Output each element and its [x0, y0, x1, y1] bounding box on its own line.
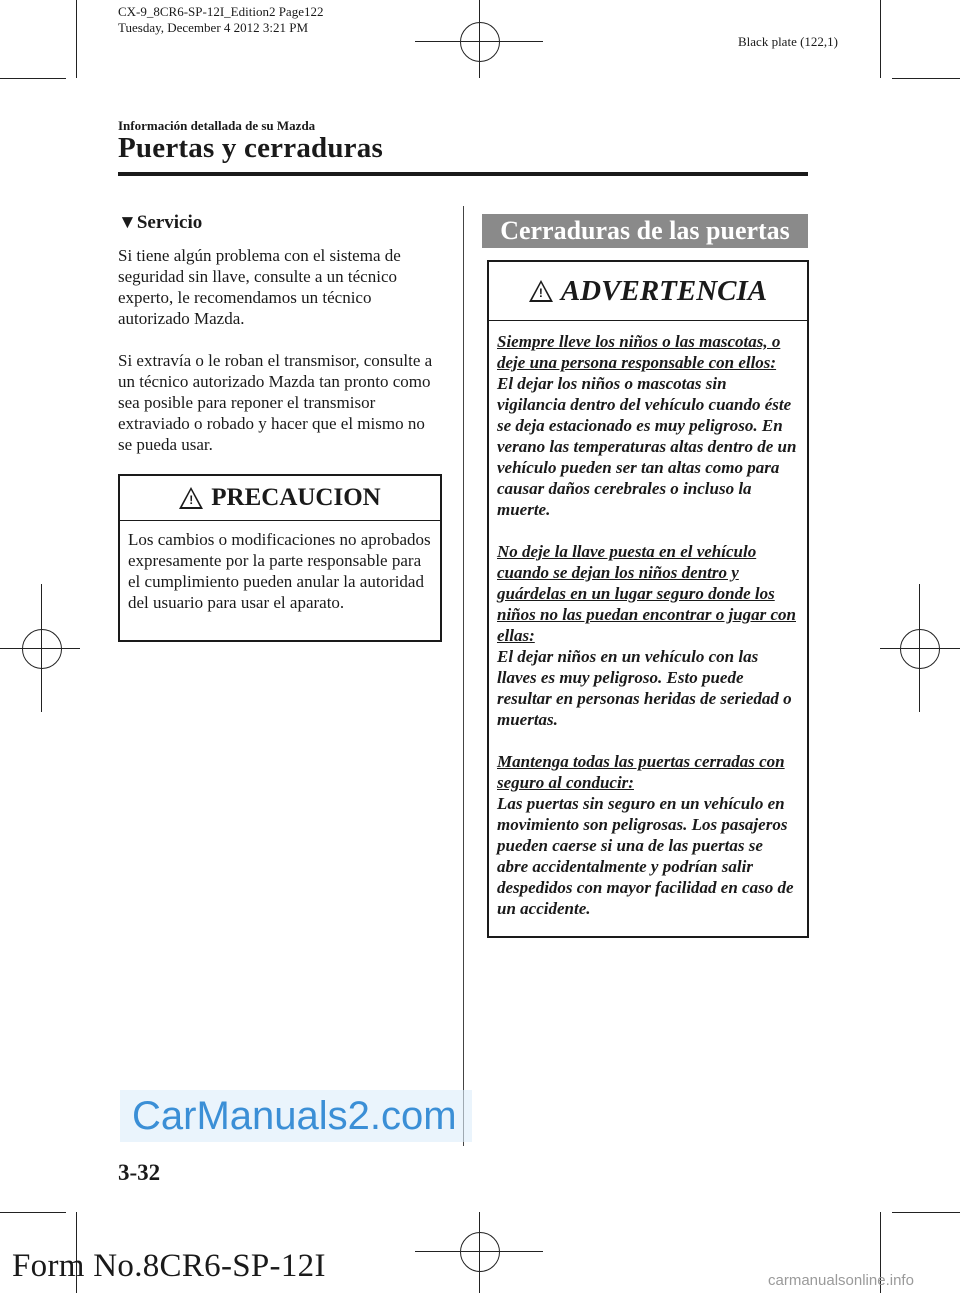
- registration-target: [900, 629, 940, 669]
- warning-item-text: Las puertas sin seguro en un vehículo en movimiento son peligrosas. Los pasajeros pueden caerse si una de las puertas se abre accidentalmente y podrían salir despedidos con mayor facilidad en caso de un accidente.: [497, 794, 794, 918]
- print-meta: [118, 4, 323, 36]
- warning-triangle-icon: !: [179, 487, 203, 509]
- warning-item-lead: Siempre lleve los niños o las mascotas, o deje una persona responsable con ellos:: [497, 332, 781, 372]
- form-number: Form No.8CR6-SP-12I: [12, 1248, 326, 1284]
- registration-target-v: [479, 1212, 480, 1293]
- caution-text: Los cambios o modificaciones no aprobados expresamente por la parte responsable para el cumplimiento pueden anular la autoridad del usuario para usar el aparato.: [128, 530, 431, 612]
- servicio-paragraph-1: Si tiene algún problema con el sistema de seguridad sin llave, consulte a un técnico experto, le recomendamos un técnico autorizado Mazda.: [118, 246, 401, 328]
- caution-box: [118, 474, 442, 642]
- servicio-heading-text: Servicio: [136, 212, 203, 233]
- warning-box: [487, 260, 809, 938]
- registration-target-v: [41, 584, 42, 712]
- servicio-paragraph-2: Si extravía o le roban el transmisor, consulte a un técnico autorizado Mazda tan pronto como sea posible para reponer el transmisor extraviado o robado y hacer que el mismo no se pueda usar.: [118, 351, 433, 454]
- chapter-title: Puertas y cerraduras: [118, 132, 383, 164]
- registration-target-h: [880, 648, 960, 649]
- registration-target-v: [479, 0, 480, 78]
- section-label: Información detallada de su Mazda: [118, 118, 316, 133]
- warning-item-text: El dejar los niños o mascotas sin vigilancia dentro del vehículo cuando éste se deja estacionado es muy peligroso. En verano las temperaturas altas dentro de un vehículo pueden ser tan altas como para causar daños cerebrales o incluso la muerte.: [497, 374, 797, 519]
- warning-body: [489, 321, 807, 919]
- warning-item: [497, 541, 797, 730]
- page-number: 3-32: [118, 1160, 161, 1185]
- registration-target: [460, 1232, 500, 1272]
- warning-title: ADVERTENCIA: [560, 274, 768, 307]
- warning-item: [497, 751, 797, 919]
- plate-label: Black plate (122,1): [738, 34, 838, 49]
- warning-item-lead: No deje la llave puesta en el vehículo cuando se dejan los niños dentro y guárdelas en un lugar seguro donde los niños no las puedan encontrar o jugar con ellas:: [497, 542, 796, 645]
- warning-item: [497, 331, 797, 520]
- watermark-logo: CarManuals2.com: [120, 1090, 472, 1142]
- servicio-heading: [118, 212, 202, 234]
- warning-item-text: El dejar niños en un vehículo con las llaves es muy peligroso. Esto puede resultar en personas heridas de seriedad o muertas.: [497, 647, 792, 729]
- registration-target: [460, 22, 500, 62]
- column-divider: [463, 206, 464, 1146]
- warning-header: [489, 262, 807, 321]
- section-banner: Cerraduras de las puertas: [482, 214, 808, 248]
- warning-item-lead: Mantenga todas las puertas cerradas con seguro al conducir:: [497, 752, 785, 792]
- crop-mark: [0, 78, 66, 79]
- crop-mark: [892, 78, 960, 79]
- crop-mark: [892, 1212, 960, 1213]
- crop-mark: [0, 1212, 66, 1213]
- crop-mark: [880, 0, 881, 78]
- triangle-down-icon: ▼: [118, 212, 137, 233]
- registration-target-v: [919, 584, 920, 712]
- print-meta-file: CX-9_8CR6-SP-12I_Edition2 Page122: [118, 4, 324, 19]
- watermark-site: carmanualsonline.info: [768, 1272, 914, 1289]
- caution-title: PRECAUCION: [211, 484, 381, 511]
- registration-target: [22, 629, 62, 669]
- chapter-rule: [118, 172, 808, 176]
- print-meta-date: Tuesday, December 4 2012 3:21 PM: [118, 20, 309, 35]
- warning-triangle-icon: !: [529, 280, 553, 302]
- registration-target-h: [0, 648, 80, 649]
- crop-mark: [76, 0, 77, 78]
- caution-header: [120, 476, 440, 521]
